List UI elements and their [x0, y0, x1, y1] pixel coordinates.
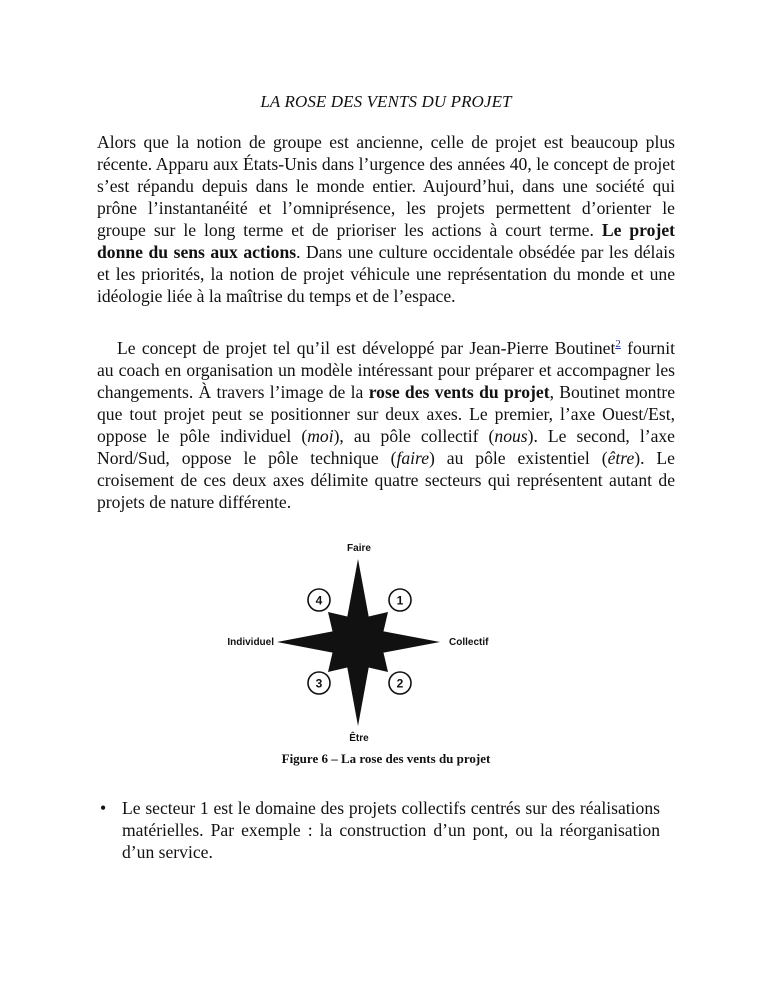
paragraph-boutinet	[97, 337, 675, 513]
paragraph-boutinet-text-1: Le concept de projet tel qu’il est développé par Jean-Pierre Boutinet	[117, 338, 616, 358]
list-item-sector-1	[100, 797, 660, 863]
sector-1-marker	[389, 589, 411, 611]
sector-1-label: 1	[396, 593, 404, 608]
label-west: Individuel	[227, 637, 274, 648]
term-faire: faire	[396, 448, 430, 468]
paragraph-intro	[97, 131, 675, 307]
compass-rose-diagram	[216, 536, 496, 746]
sector-3-marker	[308, 672, 330, 694]
paragraph-intro-emphasis: Le projet donne du sens aux actions	[97, 220, 675, 262]
section-title: LA ROSE DES VENTS DU PROJET	[260, 92, 512, 111]
term-etre: être	[607, 448, 635, 468]
paragraph-boutinet-text-7: ). Le croisement de ces deux axes délimite quatre secteurs qui représentent autant de projets de nature différente.	[97, 448, 675, 512]
sector-2-label: 2	[396, 676, 404, 691]
paragraph-boutinet-text-6: ) au pôle existentiel (	[429, 448, 608, 468]
paragraph-boutinet-text-3: , Boutinet montre que tout projet peut se positionner sur deux axes. Le premier, l’axe Ouest/Est, oppose le pôle individuel (	[97, 382, 676, 446]
label-south: Être	[349, 733, 369, 744]
compass-star-diagonals	[328, 612, 388, 672]
paragraph-boutinet-emphasis: rose des vents du projet	[368, 382, 550, 402]
sector-3-label: 3	[315, 676, 323, 691]
label-north: Faire	[347, 543, 371, 554]
list-item-text: Le secteur 1 est le domaine des projets collectifs centrés sur des réalisations matérielles. Par exemple : la construction d’un pont, ou la réorganisation d’un service.	[122, 798, 660, 862]
compass-rose-figure	[216, 536, 496, 746]
paragraph-boutinet-text-4: ), au pôle collectif (	[333, 426, 495, 446]
label-east: Collectif	[449, 637, 489, 648]
paragraph-intro-text-1: Alors que la notion de groupe est ancienne, celle de projet est beaucoup plus récente. Apparu aux États-Unis dans l’urgence des années 40, le concept de projet s’est répandu depuis dans le monde entier. Aujourd’hui, dans une société qui prône l’instantanéité et l’omniprésence, les projets permettent d’orienter le groupe sur le long terme et de prioriser les actions à court terme.	[97, 132, 675, 240]
paragraph-boutinet-text-2: fournit au coach en organisation un modèle intéressant pour préparer et accompagner les changements. À travers l’image de la	[97, 338, 675, 402]
figure-caption: Figure 6 – La rose des vents du projet	[281, 751, 491, 766]
sector-4-label: 4	[315, 593, 323, 608]
term-moi: moi	[307, 426, 334, 446]
paragraph-boutinet-text-5: ). Le second, l’axe Nord/Sud, oppose le pôle technique (	[97, 426, 675, 468]
bullet-marker: •	[100, 798, 107, 818]
paragraph-intro-text-2: . Dans une culture occidentale obsédée par les délais et les priorités, la notion de projet véhicule une représentation du monde et une idéologie liée à la maîtrise du temps et de l’espace.	[97, 242, 675, 306]
sector-4-marker	[308, 589, 330, 611]
term-nous: nous	[494, 426, 528, 446]
sector-2-marker	[389, 672, 411, 694]
footnote-link[interactable]: 2	[615, 338, 621, 351]
